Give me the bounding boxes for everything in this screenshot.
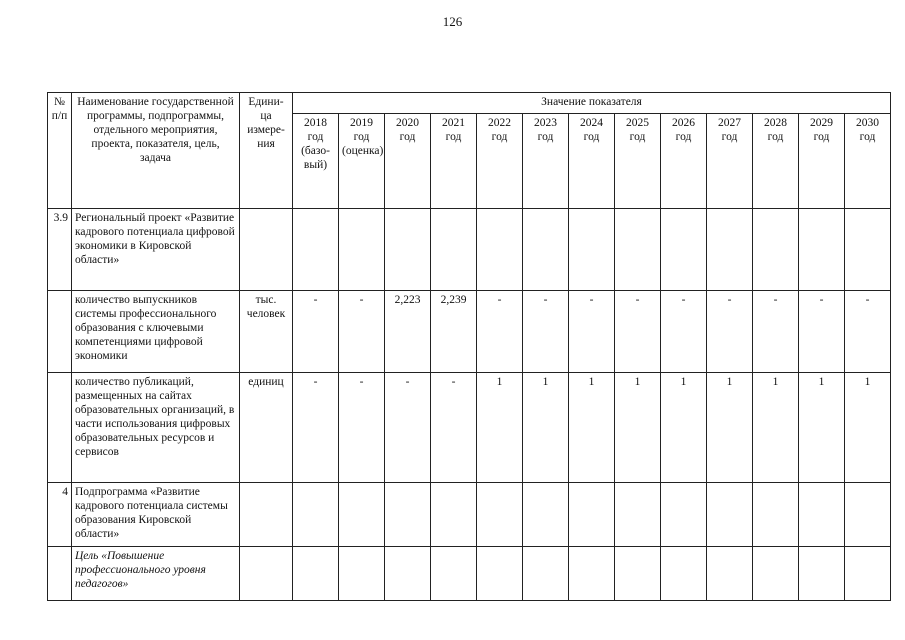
row-num [48, 547, 72, 601]
value-cell [569, 483, 615, 547]
row-num: 4 [48, 483, 72, 547]
value-cell [615, 547, 661, 601]
row-unit [240, 483, 293, 547]
value-cell [523, 547, 569, 601]
value-cell: 1 [845, 373, 891, 483]
table-row [48, 291, 891, 373]
table-row [48, 209, 891, 291]
row-num [48, 291, 72, 373]
value-cell [339, 209, 385, 291]
value-cell [707, 209, 753, 291]
value-cell: 1 [615, 373, 661, 483]
value-cell: 1 [661, 373, 707, 483]
header-year-2024: 2024 год [569, 114, 615, 209]
page-number: 126 [442, 14, 463, 29]
row-name: Подпрограмма «Развитие кадрового потенциала системы образования Кировской области» [72, 483, 240, 547]
value-cell: - [661, 291, 707, 373]
value-cell [799, 209, 845, 291]
table-row [48, 483, 891, 547]
value-cell [293, 209, 339, 291]
header-year-2029: 2029 год [799, 114, 845, 209]
value-cell [707, 547, 753, 601]
value-cell [431, 209, 477, 291]
indicators-table [47, 92, 891, 601]
value-cell: 1 [477, 373, 523, 483]
value-cell [753, 483, 799, 547]
row-unit [240, 547, 293, 601]
value-cell [339, 483, 385, 547]
value-cell [569, 547, 615, 601]
value-cell: 2,223 [385, 291, 431, 373]
value-cell: - [799, 291, 845, 373]
row-unit [240, 209, 293, 291]
row-num [48, 373, 72, 483]
table-header [48, 93, 891, 209]
table-body [48, 209, 891, 601]
value-cell: - [615, 291, 661, 373]
value-cell [431, 483, 477, 547]
value-cell [661, 209, 707, 291]
header-year-2026: 2026 год [661, 114, 707, 209]
header-year-2030: 2030 год [845, 114, 891, 209]
value-cell: - [431, 373, 477, 483]
value-cell: 1 [707, 373, 753, 483]
value-cell [845, 483, 891, 547]
header-year-2020: 2020 год [385, 114, 431, 209]
value-cell: - [385, 373, 431, 483]
value-cell [707, 483, 753, 547]
value-cell [661, 483, 707, 547]
value-cell: - [293, 373, 339, 483]
row-name: Региональный проект «Развитие кадрового потенциала цифровой экономики в Кировской области» [72, 209, 240, 291]
value-cell [615, 483, 661, 547]
value-cell: - [845, 291, 891, 373]
row-name: Цель «Повышение профессионального уровня педагогов» [72, 547, 240, 601]
value-cell [845, 209, 891, 291]
value-cell [385, 209, 431, 291]
header-name: Наименование государственной программы, подпрограммы, отдельного мероприятия, проекта, показателя, цель, задача [72, 93, 240, 209]
value-cell: - [477, 291, 523, 373]
value-cell [753, 209, 799, 291]
value-cell [569, 209, 615, 291]
value-cell [799, 483, 845, 547]
value-cell [339, 547, 385, 601]
value-cell [753, 547, 799, 601]
header-num: № п/п [48, 93, 72, 209]
value-cell [523, 483, 569, 547]
header-year-2023: 2023 год [523, 114, 569, 209]
header-unit: Едини-ца измере-ния [240, 93, 293, 209]
value-cell [661, 547, 707, 601]
header-year-2022: 2022 год [477, 114, 523, 209]
header-year-2027: 2027 год [707, 114, 753, 209]
value-cell [293, 483, 339, 547]
value-cell [477, 547, 523, 601]
value-cell [615, 209, 661, 291]
value-cell [799, 547, 845, 601]
value-cell: - [523, 291, 569, 373]
row-unit: единиц [240, 373, 293, 483]
header-value-group: Значение показателя [293, 93, 891, 114]
value-cell [431, 547, 477, 601]
header-year-2021: 2021 год [431, 114, 477, 209]
value-cell: 1 [569, 373, 615, 483]
value-cell [293, 547, 339, 601]
value-cell: - [569, 291, 615, 373]
header-year-2018: 2018 год (базо-вый) [293, 114, 339, 209]
value-cell [385, 483, 431, 547]
header-year-2025: 2025 год [615, 114, 661, 209]
value-cell: - [707, 291, 753, 373]
header-year-2028: 2028 год [753, 114, 799, 209]
row-name: количество публикаций, размещенных на сайтах образовательных организаций, в части использования цифровых образовательных ресурсов и сервисов [72, 373, 240, 483]
table-row [48, 373, 891, 483]
value-cell: - [293, 291, 339, 373]
value-cell: 1 [753, 373, 799, 483]
value-cell: 1 [523, 373, 569, 483]
value-cell [845, 547, 891, 601]
value-cell [477, 209, 523, 291]
value-cell: - [339, 373, 385, 483]
value-cell: - [753, 291, 799, 373]
value-cell: - [339, 291, 385, 373]
row-name: количество выпускников системы профессионального образования с ключевыми компетенциями цифровой экономики [72, 291, 240, 373]
value-cell [477, 483, 523, 547]
value-cell: 1 [799, 373, 845, 483]
table-row [48, 547, 891, 601]
value-cell [523, 209, 569, 291]
value-cell [385, 547, 431, 601]
header-year-2019: 2019 год (оценка) [339, 114, 385, 209]
row-num: 3.9 [48, 209, 72, 291]
value-cell: 2,239 [431, 291, 477, 373]
row-unit: тыс. человек [240, 291, 293, 373]
